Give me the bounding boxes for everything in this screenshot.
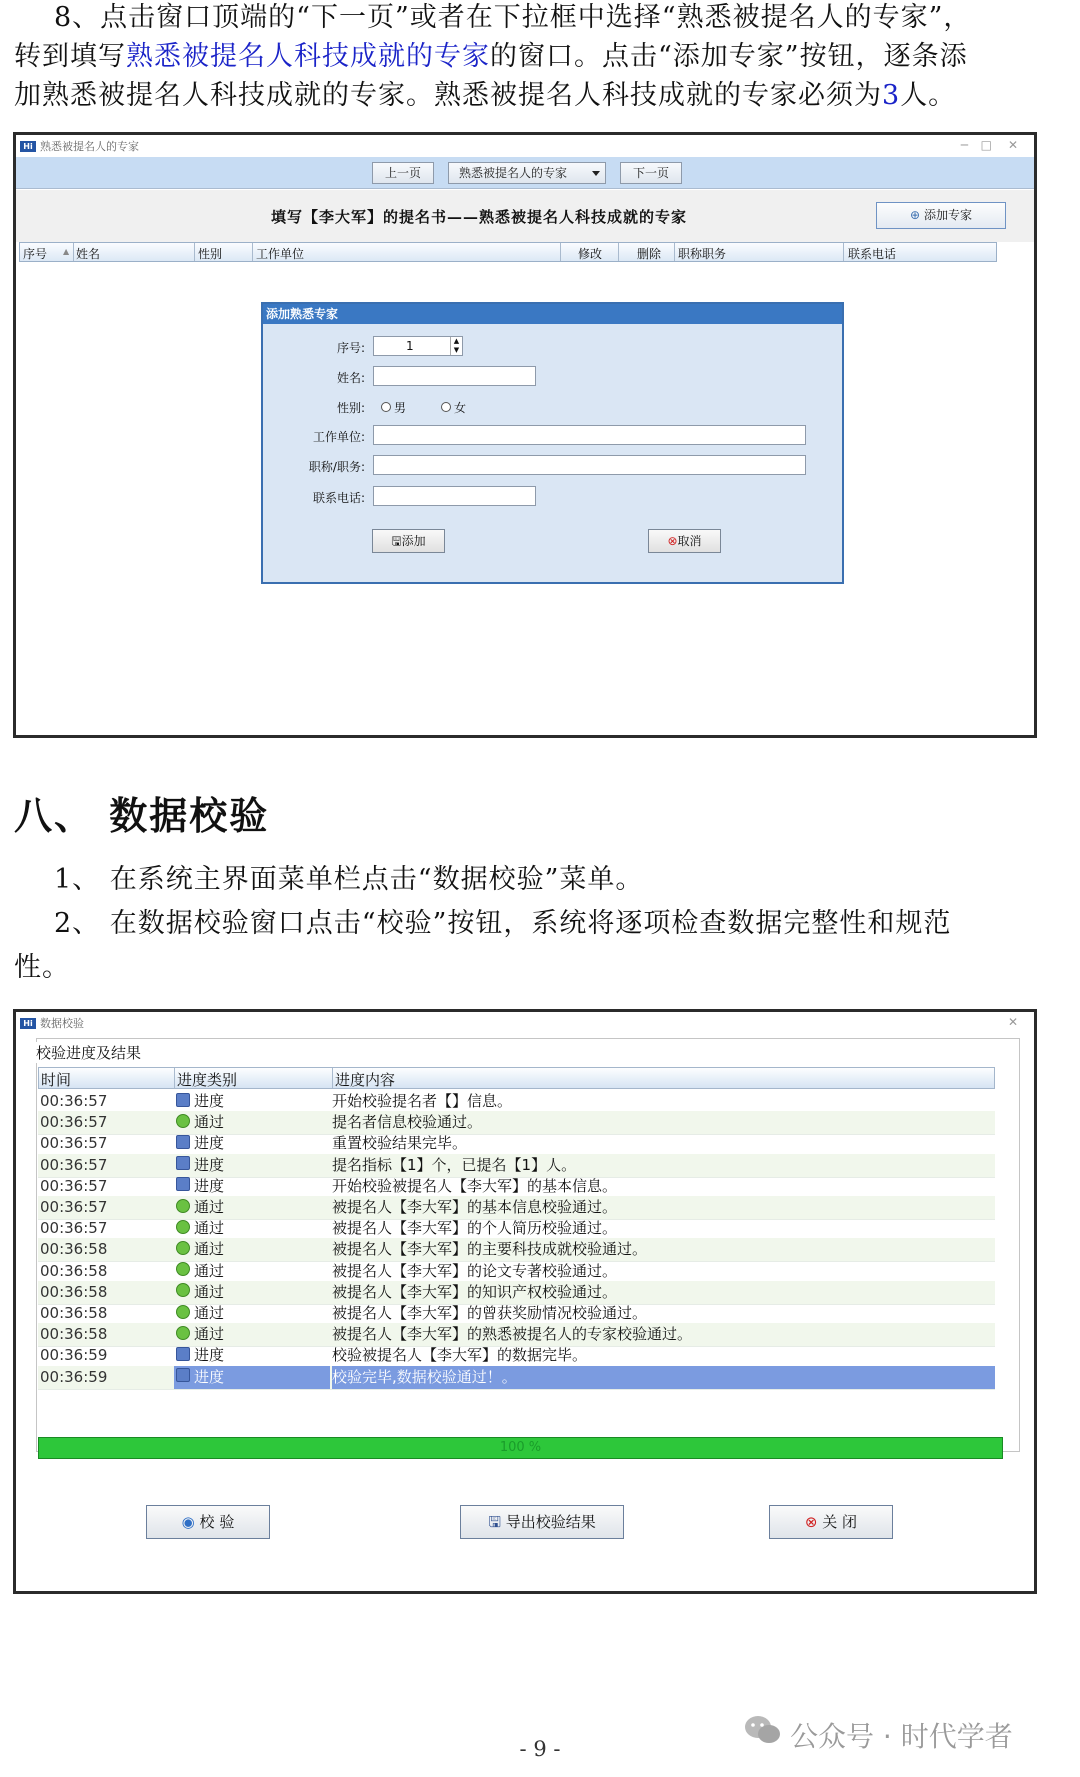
chevron-down-icon (592, 171, 600, 176)
row-type-label: 通过 (194, 1198, 225, 1216)
maximize-icon[interactable]: □ (980, 138, 992, 152)
row-time: 00:36:57 (40, 1219, 108, 1238)
add-expert-button[interactable]: ⊕ 添加专家 (876, 202, 1006, 229)
minimize-icon[interactable]: ─ (960, 138, 968, 152)
row-type-label: 通过 (194, 1240, 225, 1259)
title-input[interactable] (373, 455, 806, 475)
play-icon: ◉ (181, 1513, 195, 1531)
gender-label: 性别: (336, 401, 365, 415)
validation-titlebar (16, 1012, 1034, 1034)
footer-brand: 公众号 · 时代学者 (790, 1720, 1013, 1753)
col-time[interactable]: 时间 (41, 1071, 72, 1089)
row-type (174, 1302, 330, 1325)
pass-check-icon (176, 1114, 190, 1128)
row-time: 00:36:58 (40, 1304, 108, 1322)
row-type-label: 通过 (194, 1304, 225, 1322)
row-time: 00:36:57 (40, 1198, 108, 1216)
row-content: 校验被提名人【李大军】的数据完毕。 (332, 1346, 588, 1365)
window-titlebar (16, 135, 1034, 157)
female-radio[interactable] (441, 402, 451, 412)
row-content: 提名者信息校验通过。 (332, 1113, 483, 1132)
row-content: 重置校验结果完毕。 (332, 1134, 468, 1153)
progress-message-icon (176, 1368, 190, 1382)
col-edit[interactable]: 修改 (578, 247, 603, 261)
col-delete[interactable]: 删除 (637, 247, 662, 261)
name-label: 姓名: (336, 371, 365, 385)
pass-check-icon (176, 1305, 190, 1319)
dialog-title: 添加熟悉专家 (263, 304, 842, 324)
pass-check-icon (176, 1262, 190, 1276)
window-title: 熟悉被提名人的专家 (40, 140, 139, 153)
row-time: 00:36:58 (40, 1261, 108, 1280)
phone-input[interactable] (373, 486, 536, 506)
step-1: 1、 在系统主界面菜单栏点击“数据校验”菜单。 (54, 864, 644, 895)
close-button[interactable]: ⊗ 关 闭 (769, 1505, 893, 1539)
row-type-label: 通过 (194, 1219, 225, 1238)
row-type-label: 通过 (194, 1325, 225, 1344)
cancel-button[interactable]: ⊗取消 (648, 529, 721, 553)
form-title: 填写【李大军】的提名书——熟悉被提名人科技成就的专家 (271, 208, 688, 226)
spinner-arrows-icon[interactable]: ▲ ▼ (450, 337, 462, 355)
row-time: 00:36:58 (40, 1325, 108, 1344)
progress-message-icon (176, 1156, 190, 1170)
row-content: 被提名人【李大军】的主要科技成就校验通过。 (332, 1240, 648, 1259)
row-type-label: 通过 (194, 1282, 225, 1301)
row-type (174, 1366, 330, 1389)
row-time: 00:36:59 (40, 1367, 108, 1386)
form-header (16, 190, 1034, 242)
row-time: 00:36:57 (40, 1176, 108, 1195)
seq-label: 序号: (336, 341, 365, 355)
row-type (174, 1111, 330, 1134)
row-type-label: 进度 (194, 1346, 225, 1365)
close-icon[interactable]: ✕ (1007, 1015, 1018, 1029)
row-content: 被提名人【李大军】的知识产权校验通过。 (332, 1282, 618, 1301)
results-table-header (38, 1067, 995, 1089)
pass-check-icon (176, 1283, 190, 1297)
row-time: 00:36:57 (40, 1113, 108, 1132)
row-content: 被提名人【李大军】的论文专著校验通过。 (332, 1261, 618, 1280)
step-2-cont: 性。 (14, 952, 70, 983)
page-nav-bar (16, 157, 1034, 189)
row-type-label: 通过 (194, 1113, 225, 1132)
name-input[interactable] (373, 366, 536, 386)
row-time: 00:36:57 (40, 1134, 108, 1153)
org-label: 工作单位: (312, 430, 365, 444)
row-type (174, 1260, 330, 1283)
org-input[interactable] (373, 425, 806, 445)
row-type (174, 1281, 330, 1304)
col-gender[interactable]: 性别 (198, 247, 223, 261)
seq-spinner[interactable] (373, 336, 463, 356)
row-content: 开始校验被提名人【李大军】的基本信息。 (332, 1176, 618, 1195)
progress-message-icon (176, 1177, 190, 1191)
progress-message-icon (176, 1347, 190, 1361)
export-results-button[interactable]: 🖫 导出校验结果 (460, 1505, 624, 1539)
validation-progress-bar (38, 1437, 1003, 1459)
next-page-button[interactable]: 下一页 (620, 162, 682, 184)
progress-message-icon (176, 1135, 190, 1149)
col-org[interactable]: 工作单位 (256, 247, 305, 261)
pass-check-icon (176, 1326, 190, 1340)
row-time: 00:36:58 (40, 1240, 108, 1259)
row-type-label: 进度 (194, 1176, 225, 1195)
pass-check-icon (176, 1220, 190, 1234)
row-content: 提名指标【1】个，已提名【1】人。 (332, 1155, 577, 1174)
section-select[interactable] (448, 162, 606, 184)
col-type[interactable]: 进度类别 (177, 1071, 238, 1089)
row-type (174, 1238, 330, 1261)
col-content[interactable]: 进度内容 (335, 1071, 396, 1089)
row-time: 00:36:57 (40, 1092, 108, 1110)
section-select-value: 熟悉被提名人的专家 (459, 166, 568, 180)
save-icon: 🖫 (391, 534, 402, 548)
col-phone[interactable]: 联系电话 (848, 247, 897, 261)
validate-button[interactable]: ◉ 校 验 (146, 1505, 270, 1539)
row-type (174, 1175, 330, 1198)
row-type (174, 1132, 330, 1155)
close-circle-icon: ⊗ (804, 1513, 818, 1531)
prev-page-button[interactable]: 上一页 (372, 162, 434, 184)
phone-label: 联系电话: (312, 491, 365, 505)
close-icon[interactable]: ✕ (1007, 138, 1018, 152)
sort-icon: ▲ (63, 247, 70, 256)
save-icon: 🖫 (488, 1513, 501, 1531)
row-type (174, 1344, 330, 1367)
col-name[interactable]: 姓名 (76, 247, 101, 261)
row-type-label: 进度 (194, 1155, 225, 1174)
add-expert-dialog (261, 302, 844, 584)
step-2: 2、 在数据校验窗口点击“校验”按钮，系统将逐项检查数据完整性和规范 (54, 908, 952, 939)
seq-value: 1 (406, 339, 414, 353)
validation-title: 数据校验 (40, 1017, 84, 1030)
expert-window (13, 132, 1037, 738)
row-content: 被提名人【李大军】的基本信息校验通过。 (332, 1198, 618, 1216)
col-title[interactable]: 职称职务 (678, 247, 727, 261)
app-logo-icon: Hi (20, 141, 36, 152)
row-content: 被提名人【李大军】的个人简历校验通过。 (332, 1219, 618, 1238)
intro-line-1: 8、点击窗口顶端的“下一页”或者在下拉框中选择“熟悉被提名人的专家”， (54, 2, 972, 33)
title-label: 职称/职务: (308, 460, 365, 474)
validation-window (13, 1009, 1037, 1594)
add-button[interactable]: 🖫添加 (372, 529, 445, 553)
row-type (174, 1217, 330, 1240)
table-row[interactable] (38, 1366, 995, 1390)
results-group-label: 校验进度及结果 (36, 1044, 142, 1062)
intro-line-2: 转到填写熟悉被提名人科技成就的专家的窗口。点击“添加专家”按钮，逐条添 (14, 41, 968, 72)
row-type-label: 进度 (194, 1092, 225, 1110)
row-content: 开始校验提名者【】信息。 (332, 1092, 513, 1110)
section-heading: 八、 数据校验 (14, 794, 270, 838)
add-icon: ⊕ (910, 208, 921, 222)
row-type (174, 1196, 330, 1219)
results-table (38, 1067, 995, 1419)
pass-check-icon (176, 1199, 190, 1213)
progress-message-icon (176, 1093, 190, 1107)
pass-check-icon (176, 1241, 190, 1255)
row-time: 00:36:57 (40, 1155, 108, 1174)
row-time: 00:36:59 (40, 1346, 108, 1365)
row-content: 被提名人【李大军】的熟悉被提名人的专家校验通过。 (332, 1325, 693, 1344)
male-label: 男 (394, 401, 407, 415)
row-type-label: 通过 (194, 1261, 225, 1280)
row-type (174, 1090, 330, 1113)
row-content: 被提名人【李大军】的曾获奖励情况校验通过。 (332, 1304, 648, 1322)
page-number: - 9 - (519, 1737, 561, 1761)
expert-grid-header (19, 242, 997, 262)
app-logo-icon: Hi (20, 1018, 36, 1029)
female-label: 女 (454, 401, 467, 415)
row-type-label: 进度 (194, 1367, 225, 1386)
col-seq[interactable]: 序号 (23, 247, 48, 261)
row-time: 00:36:58 (40, 1282, 108, 1301)
male-radio[interactable] (381, 402, 391, 412)
row-type (174, 1323, 330, 1346)
intro-line-3: 加熟悉被提名人科技成就的专家。熟悉被提名人科技成就的专家必须为3人。 (14, 80, 957, 111)
row-content: 校验完毕,数据校验通过！。 (332, 1366, 995, 1389)
progress-text: 100 % (499, 1440, 542, 1455)
cancel-icon: ⊗ (667, 534, 678, 548)
row-type (174, 1154, 330, 1177)
row-type-label: 进度 (194, 1134, 225, 1153)
